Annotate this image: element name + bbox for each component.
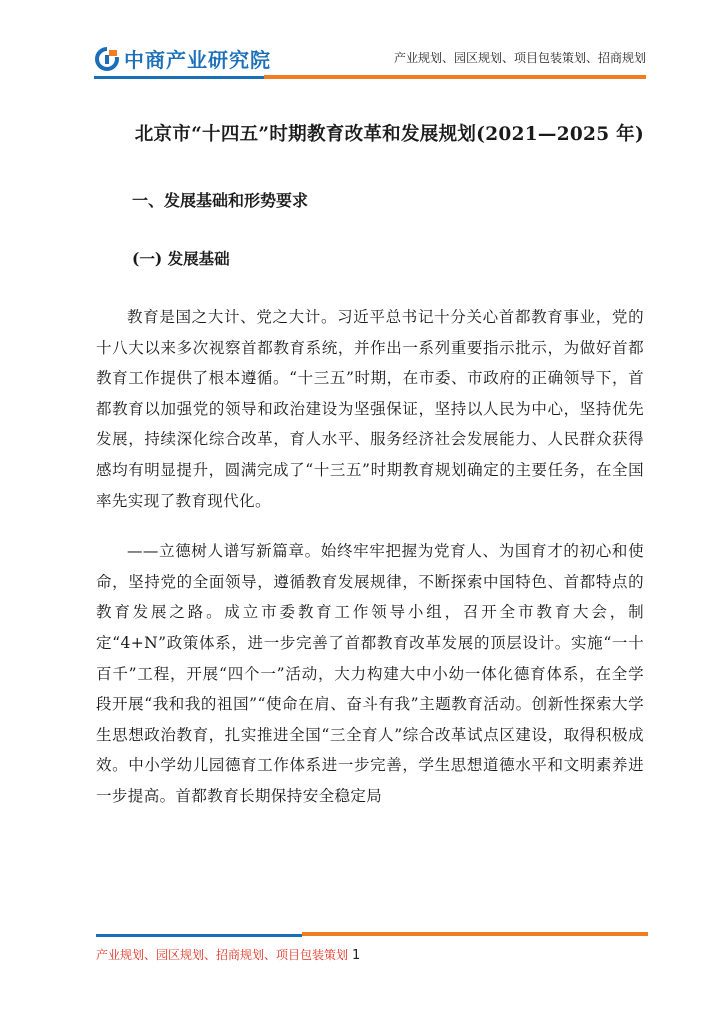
header-divider-blue <box>94 76 264 79</box>
document-body <box>96 120 644 812</box>
footer-services-text: 产业规划、园区规划、招商规划、项目包装策划 <box>96 948 349 962</box>
page-header <box>0 0 724 90</box>
logo-icon <box>94 46 120 72</box>
paragraph: 教育是国之大计、党之大计。习近平总书记十分关心首都教育事业，党的十八大以来多次视察首都教育系统，并作出一系列重要指示批示，为做好首都教育工作提供了根本遵循。“十三五”时期，在市委、市政府的正确领导下，首都教育以加强党的领导和政治建设为坚强保证，坚持以人民为中心，坚持优先发展，持续深化综合改革，育人水平、服务经济社会发展能力、人民群众获得感均有明显提升，圆满完成了“十三五”时期教育规划确定的主要任务，在全国率先实现了教育现代化。 <box>96 308 644 510</box>
page-footer <box>96 946 360 963</box>
footer-divider-blue <box>96 934 302 937</box>
header-divider-orange <box>264 75 646 79</box>
company-logo[interactable] <box>94 44 271 73</box>
footer-divider-orange <box>302 932 648 936</box>
section-heading: 一、发展基础和形势要求 <box>132 191 309 210</box>
document-title: 北京市“十四五”时期教育改革和发展规划(2021—2025 年) <box>134 124 644 145</box>
logo-text: 中商产业研究院 <box>124 48 271 72</box>
sub-heading: (一) 发展基础 <box>132 249 230 268</box>
paragraph: ——立德树人谱写新篇章。始终牢牢把握为党育人、为国育才的初心和使命，坚持党的全面领导，遵循教育发展规律，不断探索中国特色、首都特点的教育发展之路。成立市委教育工作领导小组，召开全市教育大会，制定“4+N”政策体系，进一步完善了首都教育改革发展的顶层设计。实施“一十百千”工程，开展“四个一”活动，大力构建大中小幼一体化德育体系，在全学段开展“我和我的祖国”“使命在肩、奋斗有我”主题教育活动。创新性探索大学生思想政治教育，扎实推进全国“三全育人”综合改革试点区建设，取得积极成效。中小学幼儿园德育工作体系进一步完善，学生思想道德水平和文明素养进一步提高。首都教育长期保持安全稳定局 <box>96 542 644 805</box>
header-tagline: 产业规划、园区规划、项目包装策划、招商规划 <box>393 51 646 65</box>
page-number: 1 <box>352 948 361 963</box>
